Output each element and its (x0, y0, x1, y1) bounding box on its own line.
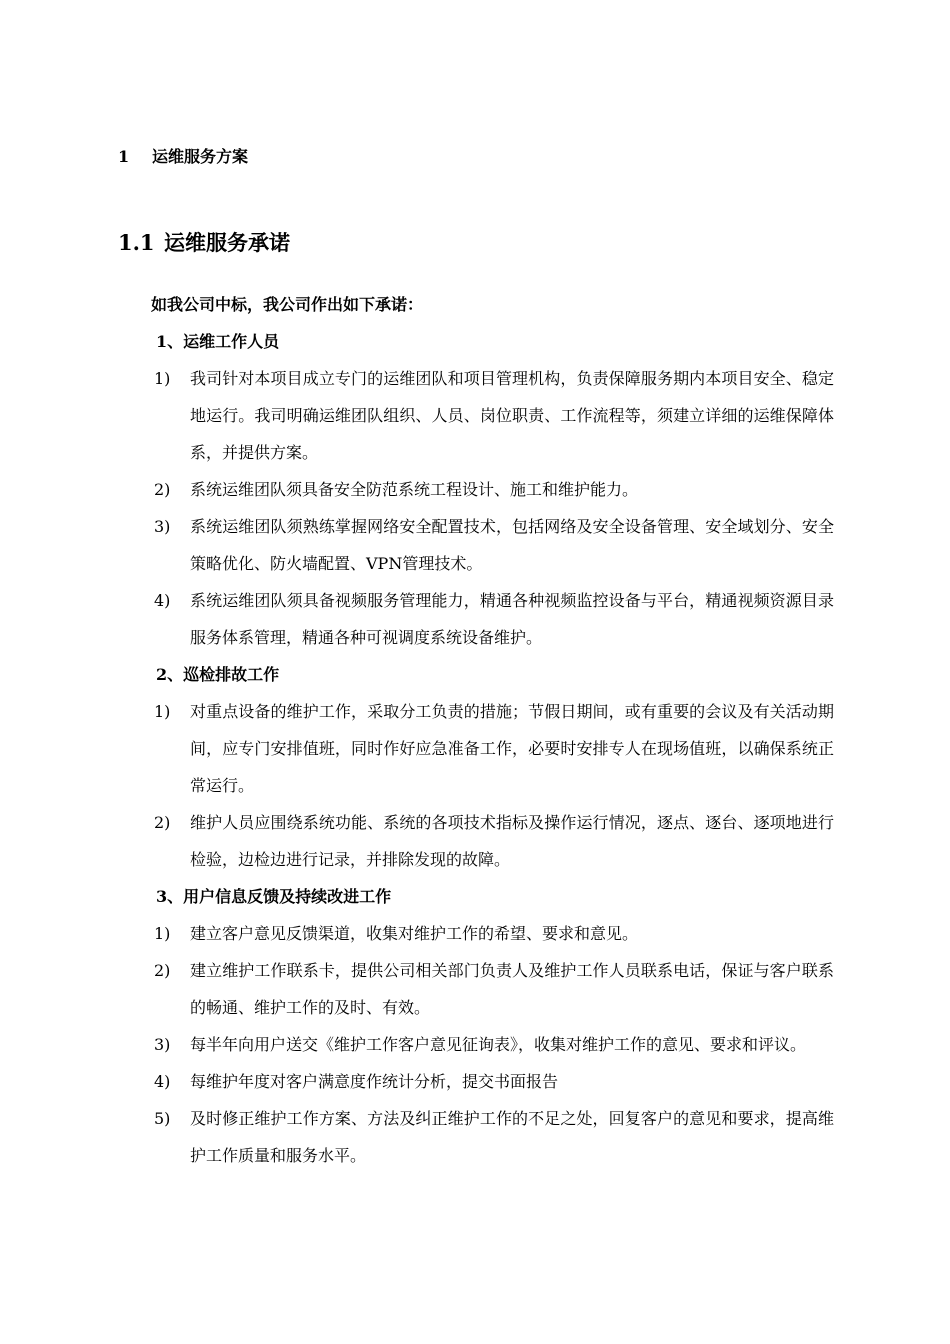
list-item-text: 每维护年度对客户满意度作统计分析，提交书面报告 (190, 1072, 559, 1091)
intro-paragraph: 如我公司中标，我公司作出如下承诺： (151, 295, 424, 314)
list-item-text: 系统运维团队须具备安全防范系统工程设计、施工和维护能力。 (190, 480, 639, 499)
list-item-number: 4) (154, 1072, 171, 1091)
list-item-text: 维护人员应围绕系统功能、系统的各项技术指标及操作运行情况，逐点、逐台、逐项地进行检验，边检边进行记录，并排除发现的故障。 (190, 813, 834, 869)
list-item (118, 508, 834, 582)
list-item (118, 360, 834, 471)
section-title: 运维服务承诺 (164, 230, 290, 255)
chapter-number: 1 (118, 147, 130, 166)
chapter-heading (118, 145, 248, 169)
list-item (118, 1063, 834, 1100)
list-item-number: 2) (154, 961, 171, 980)
subsection-title: 3、用户信息反馈及持续改进工作 (156, 887, 392, 906)
section-number: 1.1 (118, 230, 155, 255)
list-item-text: 建立维护工作联系卡，提供公司相关部门负责人及维护工作人员联系电话，保证与客户联系的畅通、维护工作的及时、有效。 (190, 961, 834, 1017)
list-item (118, 915, 834, 952)
subsection-title: 2、巡检排故工作 (156, 665, 280, 684)
list-item-number: 1) (154, 702, 171, 721)
section-heading (118, 228, 290, 258)
list-item-number: 3) (154, 1035, 171, 1054)
list-item (118, 471, 834, 508)
list-item-number: 2) (154, 813, 171, 832)
list-item-text: 对重点设备的维护工作，采取分工负责的措施；节假日期间，或有重要的会议及有关活动期间，应专门安排值班，同时作好应急准备工作，必要时安排专人在现场值班，以确保系统正常运行。 (190, 702, 834, 795)
list-item-number: 1) (154, 924, 171, 943)
list-item-text: 系统运维团队须熟练掌握网络安全配置技术，包括网络及安全设备管理、安全域划分、安全策略优化、防火墙配置、VPN管理技术。 (190, 517, 834, 573)
list-item-text: 我司针对本项目成立专门的运维团队和项目管理机构，负责保障服务期内本项目安全、稳定地运行。我司明确运维团队组织、人员、岗位职责、工作流程等，须建立详细的运维保障体系，并提供方案。 (190, 369, 834, 462)
chapter-title: 运维服务方案 (152, 147, 249, 166)
list-item-number: 4) (154, 591, 171, 610)
list-item (118, 693, 834, 804)
list-item-number: 2) (154, 480, 171, 499)
list-item (118, 804, 834, 878)
list-item (118, 952, 834, 1026)
list-item (118, 582, 834, 656)
subsection-title: 1、运维工作人员 (156, 332, 280, 351)
list-item-text: 系统运维团队须具备视频服务管理能力，精通各种视频监控设备与平台，精通视频资源目录服务体系管理，精通各种可视调度系统设备维护。 (190, 591, 834, 647)
document-body (118, 286, 834, 1174)
list-item-text: 及时修正维护工作方案、方法及纠正维护工作的不足之处，回复客户的意见和要求，提高维护工作质量和服务水平。 (190, 1109, 834, 1165)
list-item-number: 3) (154, 517, 171, 536)
list-item-number: 5) (154, 1109, 171, 1128)
list-item-text: 每半年向用户送交《维护工作客户意见征询表》，收集对维护工作的意见、要求和评议。 (190, 1035, 807, 1054)
list-item-text: 建立客户意见反馈渠道，收集对维护工作的希望、要求和意见。 (190, 924, 639, 943)
list-item-number: 1) (154, 369, 171, 388)
list-item (118, 1026, 834, 1063)
list-item (118, 1100, 834, 1174)
